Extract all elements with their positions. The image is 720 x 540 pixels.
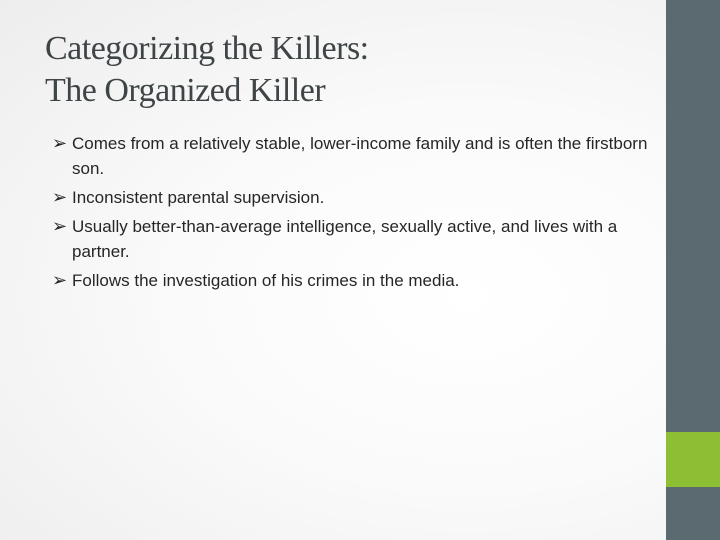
bullet-text: Comes from a relatively stable, lower-income family and is often the firstborn son.: [72, 134, 648, 178]
side-accent-block: [666, 432, 720, 487]
bullet-item: [52, 185, 652, 210]
bullet-text: Usually better-than-average intelligence, sexually active, and lives with a partner.: [72, 217, 618, 261]
bullet-item: [52, 214, 652, 264]
bullet-text: Inconsistent parental supervision.: [72, 188, 325, 207]
bullet-text: Follows the investigation of his crimes in the media.: [72, 271, 460, 290]
slide-title: [45, 28, 645, 112]
arrow-bullet-icon: ➢: [52, 133, 68, 153]
arrow-bullet-icon: ➢: [52, 270, 68, 290]
bullet-item: [52, 268, 652, 293]
bullet-item: [52, 131, 652, 181]
arrow-bullet-icon: ➢: [52, 187, 68, 207]
title-line-1: Categorizing the Killers:: [45, 30, 369, 67]
title-line-2: The Organized Killer: [45, 72, 326, 109]
arrow-bullet-icon: ➢: [52, 216, 68, 236]
bullet-list: [52, 131, 652, 297]
